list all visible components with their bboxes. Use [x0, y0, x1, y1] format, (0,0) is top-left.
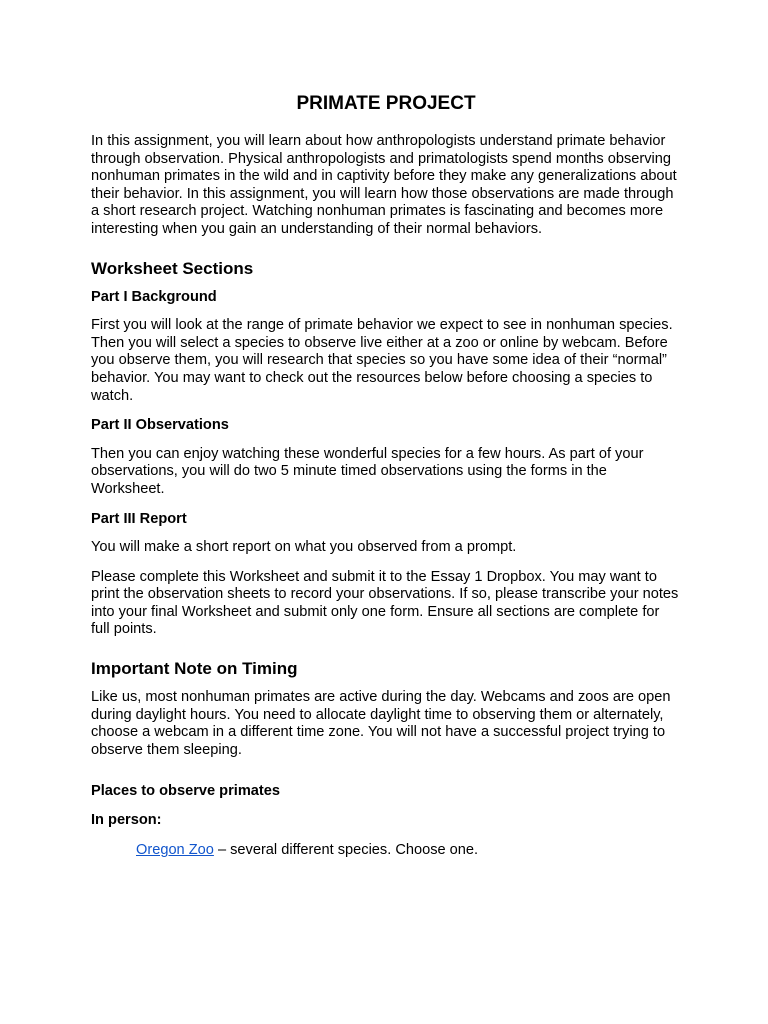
part3-paragraph: You will make a short report on what you observed from a prompt. — [91, 539, 517, 556]
submit-paragraph: Please complete this Worksheet and submit it to the Essay 1 Dropbox. You may want to print the observation sheets to record your observations. If so, please transcribe your notes into your final Worksheet and submit only one form. Ensure all sections are complete for full points. — [91, 568, 679, 638]
part1-paragraph: First you will look at the range of primate behavior we expect to see in nonhuman species. Then you will select a species to observe live either at a zoo or online by webcam. Before you observe them, you will research that species so you have some idea of their “normal” behavior. You may want to check out the resources below before choosing a species to watch. — [91, 317, 673, 404]
part1-heading: Part I Background — [91, 288, 217, 305]
oregon-zoo-description: – several different species. Choose one. — [213, 841, 479, 858]
document-page — [91, 92, 681, 871]
timing-paragraph: Like us, most nonhuman primates are active during the day. Webcams and zoos are open during daylight hours. You need to allocate daylight time to observing them or alternately, choose a webcam in a different time zone. You will not have a successful project trying to observe them sleeping. — [91, 689, 671, 758]
worksheet-sections-heading: Worksheet Sections — [91, 258, 254, 278]
places-heading: Places to observe primates — [91, 783, 280, 800]
part2-heading: Part II Observations — [91, 417, 229, 434]
part3-heading: Part III Report — [91, 510, 187, 527]
timing-heading: Important Note on Timing — [91, 659, 298, 679]
oregon-zoo-link[interactable]: Oregon Zoo — [136, 841, 214, 858]
part2-paragraph: Then you can enjoy watching these wonderful species for a few hours. As part of your observations, you will do two 5 minute timed observations using the forms in the Worksheet. — [91, 445, 644, 497]
oregon-zoo-item — [91, 842, 681, 860]
spacer — [91, 771, 681, 783]
in-person-heading: In person: — [91, 812, 162, 829]
intro-paragraph: In this assignment, you will learn about how anthropologists understand primate behavior through observation. Physical anthropologists and primatologists spend months observing nonhuman primates in the wild and in captivity before they make any generalizations about their behavior. In this assignment, you will learn how those observations are made through a short research project. Watching nonhuman primates is fascinating and becomes more interesting when you gain an understanding of their normal behaviors. — [91, 133, 677, 237]
document-title: PRIMATE PROJECT — [296, 93, 476, 114]
